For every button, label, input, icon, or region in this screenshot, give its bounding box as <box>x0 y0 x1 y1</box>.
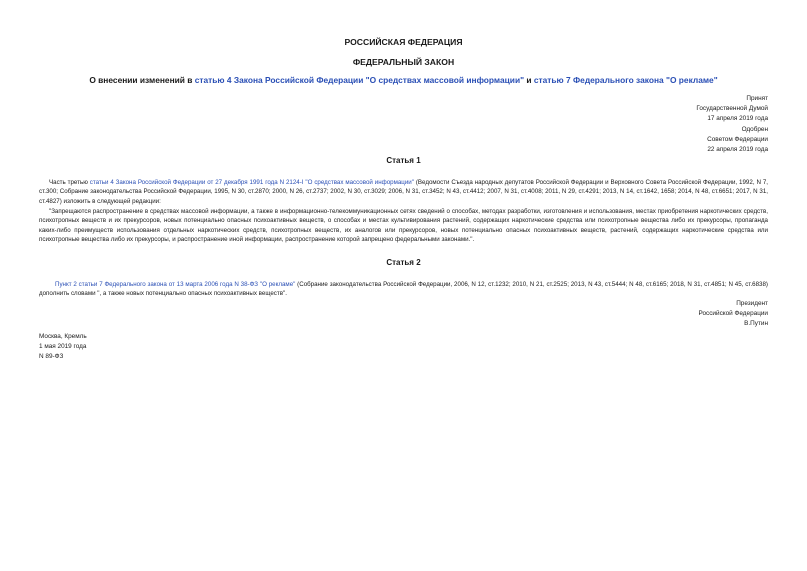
article-1-paragraph-2: "Запрещаются распространение в средствах массовой информации, а также в информационно-телекоммуникационных сетях сведений о способах, методах разработки, изготовления и использования, местах приобретения наркотических средств, психотропных веществ и их прекурсоров, новых потенциально опасных психоактивных веществ, о способах и местах культивирования растений, содержащих наркотические средства или психотропные вещества либо их прекурсоры, пропаганда каких-либо преимуществ использования отдельных наркотических средств, психотропных веществ, их аналогов или прекурсоров, новых потенциально опасных психоактивных веществ, растений, содержащих наркотические средства или психотропные вещества либо их прекурсоры, и распространение иной информации, распространение которой запрещено федеральными законами.". <box>39 208 768 243</box>
adoption-line: 17 апреля 2019 года <box>707 115 768 123</box>
article-2-heading: Статья 2 <box>386 258 421 267</box>
article-2-paragraph <box>39 280 768 299</box>
adoption-line: Государственной Думой <box>696 105 768 113</box>
article-2-rest: (Собрание законодательства Российской Федерации, 2006, N 12, ст.1232; 2010, N 21, ст.2525; 2013, N 43, ст.5444; N 48, ст.6165; 2018, N 31, ст.4851; N 45, ст.6838) дополнить словами ", а также новых потенциально опасных психоактивных веществ". <box>39 281 768 298</box>
article-2-link[interactable]: Пункт 2 статьи 7 Федерального закона от 13 марта 2006 года N 38-ФЗ "О рекламе" <box>55 281 296 288</box>
signature-line: В.Путин <box>744 320 768 328</box>
footer-block <box>39 332 87 363</box>
law-title-link-mass-media[interactable]: статью 4 Закона Российской Федерации "О средствах массовой информации" <box>194 75 525 85</box>
law-title-mid: и <box>524 75 534 85</box>
signature-line: Президент <box>736 300 768 307</box>
adoption-line: 22 апреля 2019 года <box>707 146 768 154</box>
law-type-heading: ФЕДЕРАЛЬНЫЙ ЗАКОН <box>352 57 455 67</box>
footer-number: N 89-ФЗ <box>39 353 64 361</box>
law-title-prefix: О внесении изменений в <box>89 75 195 85</box>
signature-line: Российской Федерации <box>698 310 768 318</box>
country-heading: РОССИЙСКАЯ ФЕДЕРАЦИЯ <box>344 37 463 47</box>
signature-block <box>699 299 769 330</box>
footer-place: Москва, Кремль <box>39 333 87 340</box>
article-1-heading: Статья 1 <box>386 156 421 165</box>
adoption-line: Одобрен <box>741 125 768 133</box>
adoption-line: Советом Федерации <box>707 135 768 143</box>
footer-date: 1 мая 2019 года <box>39 343 87 351</box>
law-title-link-advertising[interactable]: статью 7 Федерального закона "О рекламе" <box>533 75 718 85</box>
law-title <box>0 75 807 85</box>
adoption-line: Принят <box>746 95 768 102</box>
article-1-paragraph-1 <box>39 178 768 206</box>
adoption-block <box>696 94 768 155</box>
article-1-prefix: Часть третью <box>49 179 90 186</box>
article-1-rest: (Ведомости Съезда народных депутатов Российской Федерации и Верховного Совета Российской Федерации, 1992, N 7, ст.300; Собрание законодательства Российской Федерации, 1995, N 30, ст.2870; 2000, N 26, ст.2737; 2002, N 30, ст.3029; 2006, N 31, ст.3452; N 43, ст.4412; 2007, N 31, ст.4008; 2011, N 29, ст.4291; 2013, N 14, ст.1642, 1658; 2014, N 48, ст.6651; 2017, N 31, ст.4827) изложить в следующей редакции: <box>39 179 768 205</box>
article-1-link[interactable]: статьи 4 Закона Российской Федерации от 27 декабря 1991 года N 2124-I "О средствах массовой информации" <box>89 179 414 186</box>
